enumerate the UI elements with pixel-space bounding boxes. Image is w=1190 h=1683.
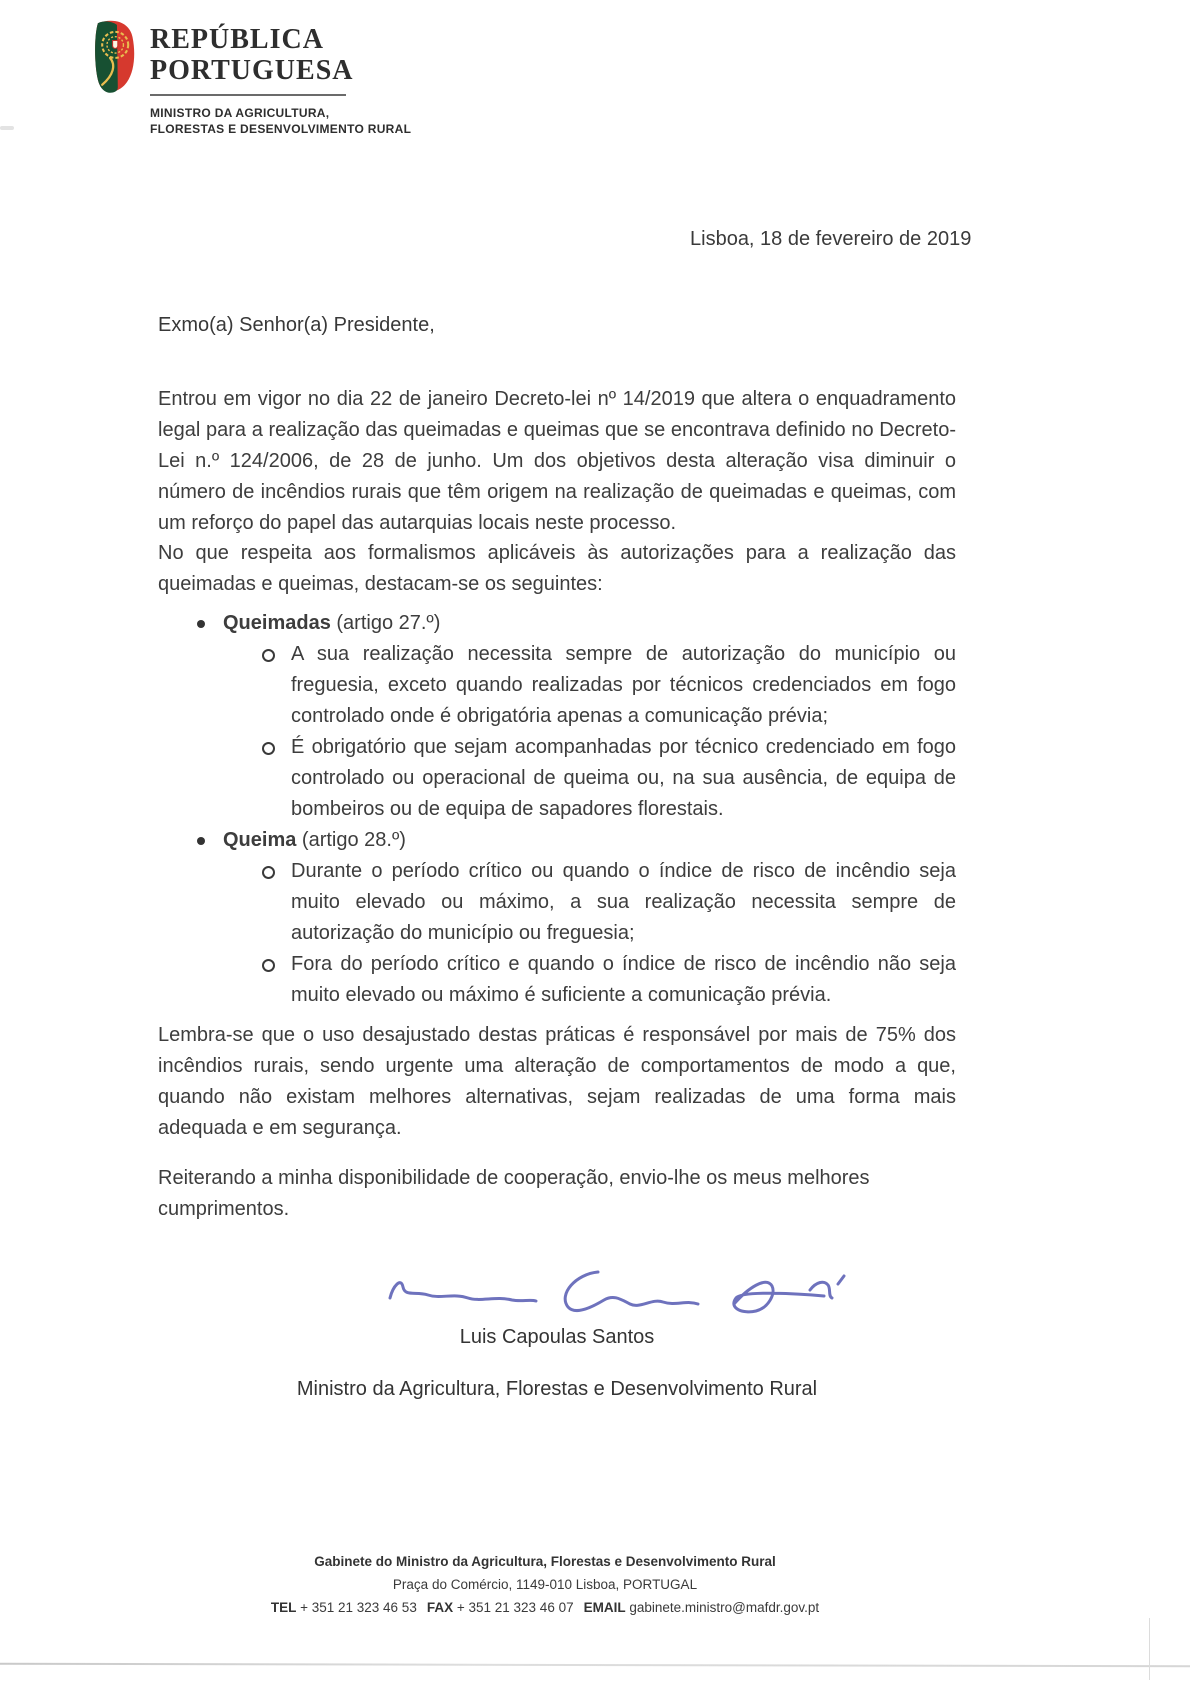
paragraph-closing-2: Reiterando a minha disponibilidade de cooperação, envio-lhe os meus melhores cumprimentos. [158,1167,870,1220]
list-item-queima [158,825,956,1011]
list-subitem: Durante o período crítico ou quando o índice de risco de incêndio seja muito elevado ou máximo, a sua realização necessita sempre de autorização do município ou freguesia; [158,856,956,949]
letterhead [84,18,411,137]
circle-bullet-icon [262,866,275,879]
republica-portuguesa-logo-icon [84,18,136,96]
list-item-queimadas [158,608,956,825]
circle-bullet-icon [262,742,275,755]
circle-bullet-icon [262,959,275,972]
list-item-heading: Queima (artigo 28.º) [158,825,956,856]
paragraph-intro-2: No que respeita aos formalismos aplicáveis às autorizações para a realização das queimadas e queimas, destacam-se os seguintes: [158,542,956,595]
circle-bullet-icon [262,649,275,662]
scan-artifact-right-edge [1149,1618,1150,1680]
list-subitem: Fora do período crítico e quando o índice de risco de incêndio não seja muito elevado ou máximo é suficiente a comunicação prévia. [158,949,956,1011]
bullet-list [158,608,956,1011]
list-subitem: É obrigatório que sejam acompanhadas por técnico credenciado em fogo controlado ou operacional de queima ou, na sua ausência, de equipa de bombeiros ou de equipa de sapadores florestais. [158,732,956,825]
scan-artifact-smudge [0,126,14,130]
bullet-icon [197,620,205,628]
wordmark-line-2: PORTUGUESA [150,55,354,86]
footer-contacts: TEL + 351 21 323 46 53 FAX + 351 21 323 46 07 EMAIL gabinete.ministro@mafdr.gov.pt [270,1600,820,1615]
signatory-title: Ministro da Agricultura, Florestas e Desenvolvimento Rural [296,1378,818,1400]
footer-address: Praça do Comércio, 1149-010 Lisboa, PORTUGAL [392,1577,698,1592]
scan-artifact-bottom-line [0,1663,1190,1667]
signatory-name: Luis Capoulas Santos [459,1326,655,1348]
ministry-name: MINISTRO DA AGRICULTURA, FLORESTAS E DESENVOLVIMENTO RURAL [150,106,412,136]
dateline: Lisboa, 18 de fevereiro de 2019 [690,228,972,250]
list-subitem: A sua realização necessita sempre de autorização do município ou freguesia, exceto quando realizadas por técnicos credenciados em fogo controlado onde é obrigatória apenas a comunicação prévia; [158,639,956,732]
footer-office: Gabinete do Ministro da Agricultura, Florestas e Desenvolvimento Rural [314,1554,776,1569]
bullet-icon [197,837,205,845]
republic-wordmark [150,18,411,137]
list-item-heading: Queimadas (artigo 27.º) [158,608,956,639]
paragraph-closing-1: Lembra-se que o uso desajustado destas práticas é responsável por mais de 75% dos incêndios rurais, sendo urgente uma alteração de comportamentos de modo a que, quando não existam melhores alternativas, sejam realizadas de uma forma mais adequada e em segurança. [158,1024,956,1139]
salutation: Exmo(a) Senhor(a) Presidente, [158,314,435,336]
wordmark-line-1: REPÚBLICA [150,24,324,55]
footer [145,1550,945,1619]
letterhead-divider [150,94,346,96]
paragraph-intro-1: Entrou em vigor no dia 22 de janeiro Decreto-lei nº 14/2019 que altera o enquadramento legal para a realização das queimadas e queimas que se encontrava definido no Decreto-Lei n.º 124/2006, de 28 de junho. Um dos objetivos desta alteração visa diminuir o número de incêndios rurais que têm origem na realização de queimadas e queimas, com um reforço do papel das autarquias locais neste processo. [158,388,956,534]
signature-scribble [372,1246,852,1336]
